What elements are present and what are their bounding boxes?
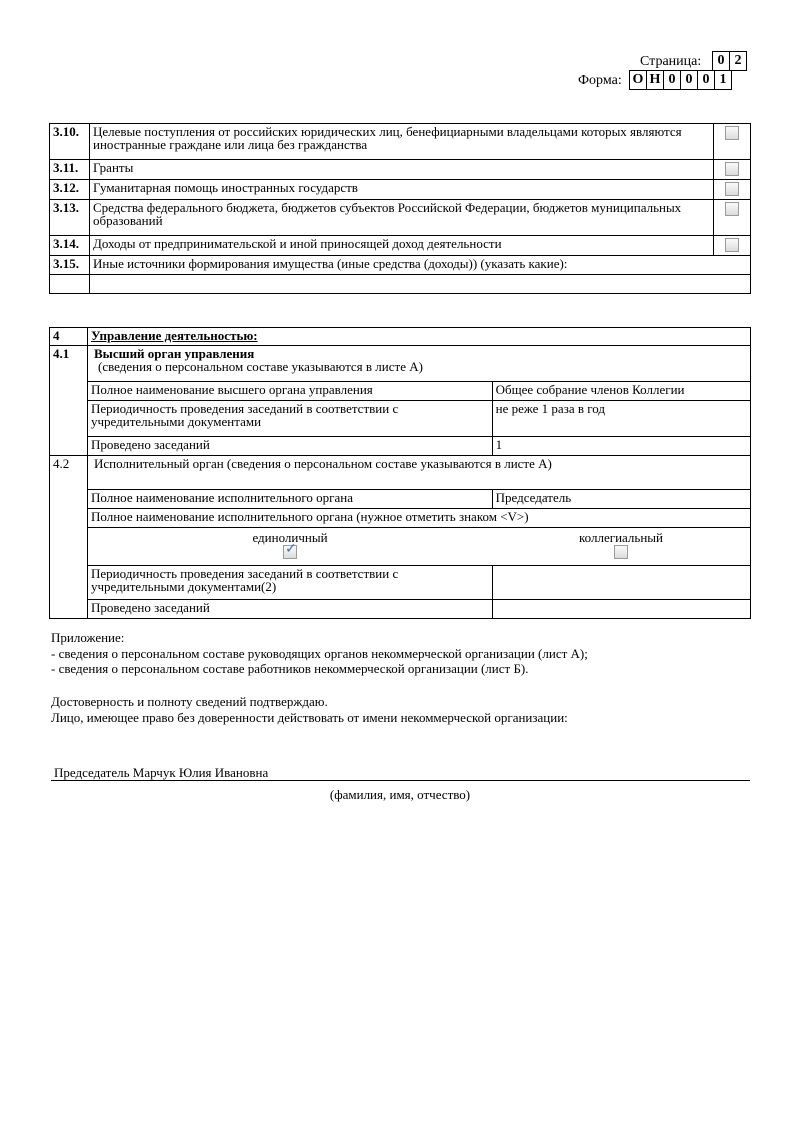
table-row — [50, 382, 751, 401]
appendix-title: Приложение: — [51, 630, 125, 645]
table-row — [50, 509, 751, 528]
field-label: Полное наименование исполнительного органа — [88, 490, 493, 509]
field-label: Проведено заседаний — [88, 600, 493, 619]
row-text: Доходы от предпринимательской и иной приносящей доход деятельности — [89, 236, 713, 256]
field-value[interactable]: Председатель — [492, 490, 750, 509]
signature-caption: (фамилия, имя, отчество) — [329, 787, 471, 802]
collegial-checkbox[interactable] — [614, 545, 628, 559]
form-digit: 1 — [714, 70, 732, 90]
form-label: Форма: — [578, 73, 622, 88]
field-label: Полное наименование высшего органа управления — [88, 382, 493, 401]
table-row — [50, 124, 751, 160]
sole-checkbox[interactable] — [283, 545, 297, 559]
confirm-line: Лицо, имеющее право без доверенности действовать от имени некоммерческой организации: — [51, 710, 568, 725]
field-label: Проведено заседаний — [88, 437, 493, 456]
checkbox[interactable] — [725, 182, 739, 196]
table-row — [50, 528, 751, 566]
section3-table — [49, 123, 751, 294]
subsection-title: Исполнительный орган (сведения о персональном составе указываются в листе А) — [88, 456, 751, 490]
row-number: 3.13. — [50, 200, 90, 236]
table-row — [50, 490, 751, 509]
table-row — [50, 160, 751, 180]
row-text: Средства федерального бюджета, бюджетов субъектов Российской Федерации, бюджетов муниципальных образований — [89, 200, 713, 236]
table-row — [50, 346, 751, 382]
form-digit: О — [629, 70, 647, 90]
form-code-boxes — [630, 70, 732, 90]
subsection-number: 4.1 — [50, 346, 88, 456]
form-digit: 0 — [697, 70, 715, 90]
field-label: Периодичность проведения заседаний в соответствии с учредительными документами — [88, 401, 493, 437]
row-number: 3.10. — [50, 124, 90, 160]
table-row — [50, 566, 751, 600]
page-digit: 2 — [729, 51, 747, 71]
checkbox[interactable] — [725, 238, 739, 252]
table-row — [50, 401, 751, 437]
checkbox[interactable] — [725, 202, 739, 216]
field-value[interactable] — [492, 566, 750, 600]
field-value[interactable]: Общее собрание членов Коллегии — [492, 382, 750, 401]
form-digit: 0 — [663, 70, 681, 90]
field-label: Периодичность проведения заседаний в соответствии с учредительными документами(2) — [88, 566, 493, 600]
table-row — [50, 180, 751, 200]
signatory-name[interactable]: Председатель Марчук Юлия Ивановна — [54, 765, 269, 780]
field-value[interactable] — [492, 600, 750, 619]
page-label: Страница: — [640, 54, 702, 69]
section4-table — [49, 327, 751, 619]
section-title: Управление деятельностью: — [88, 328, 751, 346]
table-row — [50, 437, 751, 456]
row-number: 3.14. — [50, 236, 90, 256]
appendix-item: - сведения о персональном составе работников некоммерческой организации (лист Б). — [51, 661, 529, 676]
table-row — [50, 600, 751, 619]
form-digit: Н — [646, 70, 664, 90]
checkbox[interactable] — [725, 126, 739, 140]
subsection-title: Высший орган управления — [94, 346, 255, 361]
table-row — [50, 256, 751, 275]
confirm-line: Достоверность и полноту сведений подтверждаю. — [51, 694, 328, 709]
subsection-number: 4.2 — [50, 456, 88, 619]
field-label: Полное наименование исполнительного органа (нужное отметить знаком <V>) — [88, 509, 751, 528]
form-digit: 0 — [680, 70, 698, 90]
subsection-note: (сведения о персональном составе указываются в листе А) — [98, 359, 423, 374]
table-row — [50, 236, 751, 256]
checkbox[interactable] — [725, 162, 739, 176]
sole-option-label: единоличный — [252, 530, 328, 545]
row-number: 3.12. — [50, 180, 90, 200]
other-sources-field[interactable] — [89, 275, 750, 294]
row-number: 3.11. — [50, 160, 90, 180]
row-text: Иные источники формирования имущества (иные средства (доходы)) (указать какие): — [89, 256, 750, 275]
row-text: Гуманитарная помощь иностранных государств — [89, 180, 713, 200]
row-number: 3.15. — [50, 256, 90, 275]
row-text: Гранты — [89, 160, 713, 180]
row-text: Целевые поступления от российских юридических лиц, бенефициарными владельцами которых являются иностранные граждане или лица без гражданства — [89, 124, 713, 160]
appendix-item: - сведения о персональном составе руководящих органов некоммерческой организации (лист А); — [51, 646, 588, 661]
section-number: 4 — [50, 328, 88, 346]
table-row — [50, 328, 751, 346]
table-row — [50, 275, 751, 294]
table-row — [50, 456, 751, 490]
page-digit: 0 — [712, 51, 730, 71]
field-value[interactable]: не реже 1 раза в год — [492, 401, 750, 437]
field-value[interactable]: 1 — [492, 437, 750, 456]
signature-line — [51, 780, 750, 781]
table-row — [50, 200, 751, 236]
collegial-option-label: коллегиальный — [579, 530, 663, 545]
page-number-boxes — [713, 51, 747, 71]
